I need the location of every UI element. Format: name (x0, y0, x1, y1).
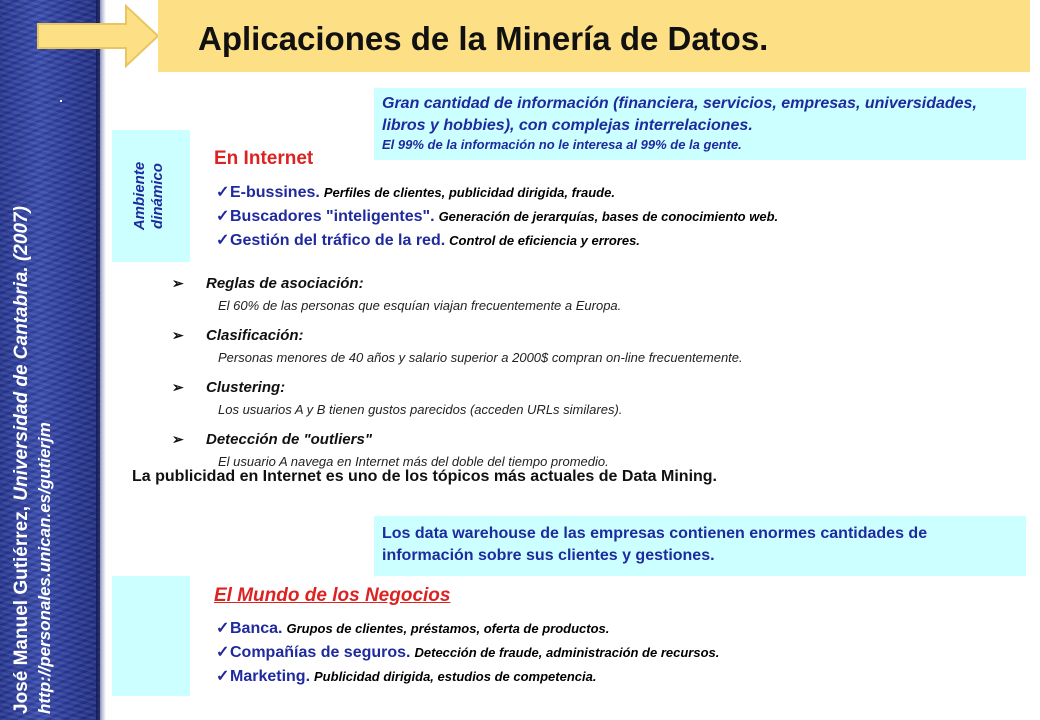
negocios-checklist (216, 618, 719, 690)
arrow-right-icon (34, 0, 160, 72)
check-icon: ✓ (216, 668, 230, 685)
internet-info-subtext: El 99% de la información no le interesa al 99% de la gente. (382, 137, 742, 152)
sidebar-url[interactable]: http://personales.unican.es/gutierjm (35, 422, 54, 714)
internet-checklist (216, 182, 778, 254)
list-item (172, 374, 892, 426)
sidebar-author: José Manuel Gutiérrez, (11, 505, 32, 714)
list-item-title: Banca. (230, 620, 283, 637)
list-item (216, 642, 719, 666)
negocios-box (112, 576, 190, 696)
list-item (216, 230, 778, 254)
arrow-bullet-icon: ➢ (172, 430, 184, 447)
list-item-title: Gestión del tráfico de la red. (230, 232, 446, 249)
list-item-title: Buscadores "inteligentes". (230, 208, 435, 225)
ambiente-label (112, 130, 190, 262)
internet-info-text: Gran cantidad de información (financiera, servicios, empresas, universidades, libros y hobbies), con complejas interrelaciones. (382, 95, 977, 134)
negocios-heading: El Mundo de los Negocios (214, 585, 451, 606)
techniques-list (172, 270, 892, 478)
check-icon: ✓ (216, 208, 230, 225)
ambiente-box (112, 130, 190, 262)
list-item (216, 206, 778, 230)
technique-example: El 60% de las personas que esquían viajan frecuentemente a Europa. (218, 298, 622, 313)
list-item-title: Marketing. (230, 668, 311, 685)
list-item (172, 322, 892, 374)
check-icon: ✓ (216, 644, 230, 661)
technique-example: El usuario A navega en Internet más del doble del tiempo promedio. (218, 454, 609, 469)
list-item (172, 270, 892, 322)
arrow-bullet-icon: ➢ (172, 274, 184, 291)
left-sidebar (0, 0, 100, 720)
technique-label: Detección de "outliers" (206, 430, 372, 448)
warehouse-info-box (374, 516, 1026, 576)
technique-label: Clasificación: (206, 326, 304, 344)
ambiente-line2: dinámico (149, 163, 166, 229)
sidebar-university: Universidad de Cantabria. (2007) (11, 206, 32, 501)
list-item-desc: Perfiles de clientes, publicidad dirigida, fraude. (323, 185, 615, 200)
title-banner (158, 0, 1030, 72)
check-icon: ✓ (216, 232, 230, 249)
technique-example: Los usuarios A y B tienen gustos parecidos (acceden URLs similares). (218, 402, 623, 417)
list-item-desc: Detección de fraude, administración de recursos. (414, 645, 720, 660)
page-title: Aplicaciones de la Minería de Datos. (198, 20, 769, 57)
list-item (216, 666, 719, 690)
sidebar-credits (0, 0, 100, 720)
list-item-desc: Control de eficiencia y errores. (449, 233, 640, 248)
arrow-bullet-icon: ➢ (172, 378, 184, 395)
technique-label: Clustering: (206, 378, 286, 396)
arrow-bullet-icon: ➢ (172, 326, 184, 343)
internet-heading: En Internet (214, 148, 314, 169)
check-icon: ✓ (216, 184, 230, 201)
warehouse-info-text: Los data warehouse de las empresas contienen enormes cantidades de información sobre sus clientes y gestiones. (382, 525, 928, 564)
list-item (216, 182, 778, 206)
sidebar-dot (60, 100, 62, 102)
internet-summary: La publicidad en Internet es uno de los tópicos más actuales de Data Mining. (132, 468, 717, 485)
check-icon: ✓ (216, 620, 230, 637)
list-item-desc: Grupos de clientes, préstamos, oferta de productos. (286, 621, 610, 636)
list-item-desc: Generación de jerarquías, bases de conocimiento web. (438, 209, 779, 224)
technique-label: Reglas de asociación: (206, 274, 364, 292)
technique-example: Personas menores de 40 años y salario superior a 2000$ compran on-line frecuentemente. (218, 350, 743, 365)
list-item-title: Compañías de seguros. (230, 644, 411, 661)
list-item-desc: Publicidad dirigida, estudios de competencia. (314, 669, 597, 684)
list-item (216, 618, 719, 642)
ambiente-line1: Ambiente (131, 161, 148, 231)
internet-info-box (374, 88, 1026, 160)
list-item-title: E-bussines. (230, 184, 320, 201)
sidebar-edge (96, 0, 106, 720)
